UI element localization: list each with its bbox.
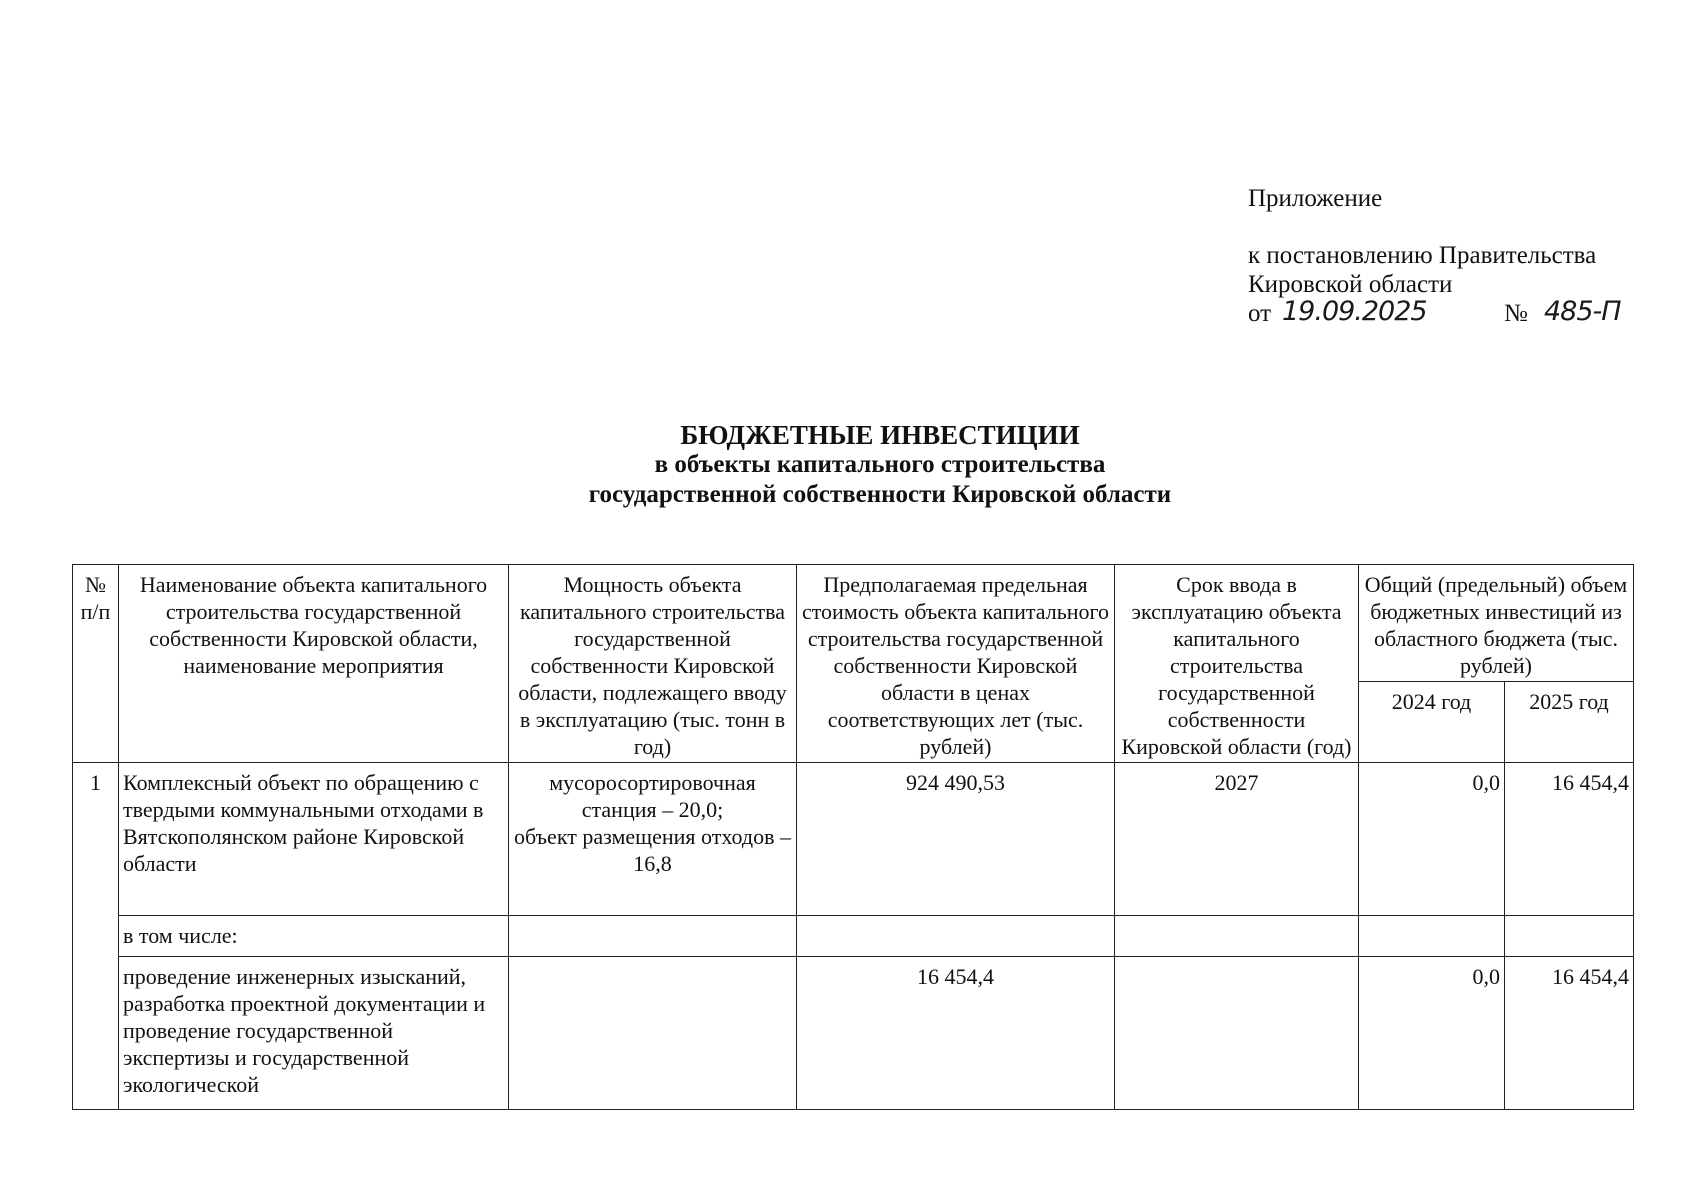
capacity-cell [509, 957, 797, 1110]
appendix-title: Приложение [1248, 185, 1383, 212]
appendix-line-1: к постановлению Правительства [1248, 242, 1597, 269]
table-row [73, 916, 1634, 957]
amount-2024-cell [1359, 916, 1505, 957]
amount-2024-cell: 0,0 [1359, 763, 1505, 916]
header-num: № п/п [73, 565, 119, 763]
header-capacity: Мощность объекта капитального строительства государственной собственности Кировской области, подлежащего вводу в эксплуатацию (тыс. тонн в год) [509, 565, 797, 763]
row-number: 1 [73, 763, 119, 1110]
document-heading [0, 420, 1698, 510]
appendix-block [1248, 184, 1621, 333]
amount-2025-cell: 16 454,4 [1505, 957, 1634, 1110]
header-year-2024: 2024 год [1359, 682, 1505, 763]
term-cell [1115, 916, 1359, 957]
header-total: Общий (предельный) объем бюджетных инвестиций из областного бюджета (тыс. рублей) [1359, 565, 1634, 682]
term-cell: 2027 [1115, 763, 1359, 916]
term-cell [1115, 957, 1359, 1110]
table-row [73, 957, 1634, 1110]
amount-2024-cell: 0,0 [1359, 957, 1505, 1110]
header-term: Срок ввода в эксплуатацию объекта капитального строительства государственной собственности Кировской области (год) [1115, 565, 1359, 763]
header-name: Наименование объекта капитального строительства государственной собственности Кировской области, наименование мероприятия [119, 565, 509, 763]
date-number-row [1248, 296, 1621, 333]
number-prefix: № [1504, 300, 1528, 327]
cost-cell: 924 490,53 [797, 763, 1115, 916]
table-row [73, 763, 1634, 916]
amount-2025-cell [1505, 916, 1634, 957]
appendix-line-2: Кировской области [1248, 271, 1453, 298]
object-name-cell: проведение инженерных изысканий, разработка проектной документации и проведение государственной экспертизы и государственной экологической [119, 957, 509, 1110]
table-header-row [73, 565, 1634, 682]
capacity-cell [509, 763, 797, 916]
heading-line-1: БЮДЖЕТНЫЕ ИНВЕСТИЦИИ [680, 420, 1080, 450]
object-name-cell: Комплексный объект по обращению с твердыми коммунальными отходами в Вятскополянском районе Кировской области [119, 763, 509, 916]
investments-table [72, 564, 1634, 1110]
capacity-cell [509, 916, 797, 957]
handwritten-date: 19.09.2025 [1282, 296, 1427, 327]
date-prefix: от [1248, 300, 1272, 327]
object-name-cell: в том числе: [119, 916, 509, 957]
amount-2025-cell: 16 454,4 [1505, 763, 1634, 916]
cost-cell [797, 916, 1115, 957]
heading-line-3: государственной собственности Кировской области [588, 481, 1172, 508]
heading-line-2: в объекты капитального строительства [654, 451, 1106, 478]
header-cost: Предполагаемая предельная стоимость объекта капитального строительства государственной собственности Кировской области в ценах соответствующих лет (тыс. рублей) [797, 565, 1115, 763]
handwritten-number: 485-П [1544, 296, 1621, 327]
capacity-line-1: мусоросортировочная станция – 20,0; [549, 770, 756, 822]
header-year-2025: 2025 год [1505, 682, 1634, 763]
cost-cell: 16 454,4 [797, 957, 1115, 1110]
capacity-line-2: объект размещения отходов – 16,8 [514, 824, 791, 876]
